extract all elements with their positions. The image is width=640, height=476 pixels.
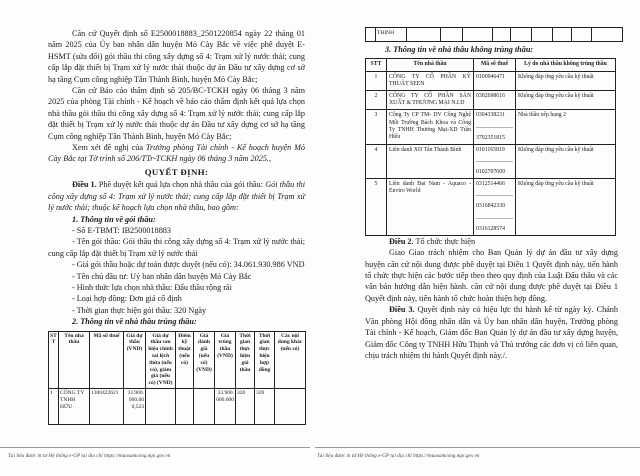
tax-id: 0101165819 xyxy=(476,146,505,153)
tax-id: 0302698616 xyxy=(476,93,505,100)
cell-noi-dung-khac-cont xyxy=(592,28,623,42)
cell-gia-du-thau: 33.900.000.000,523 xyxy=(124,388,146,424)
cell-stt-cont xyxy=(366,28,376,42)
article-1-text: Phê duyệt kết quả lựa chọn nhà thầu của gói thầu: xyxy=(96,180,266,190)
cell-ma-so-thue xyxy=(474,91,516,110)
page-2-footer-note: Tài liệu được in từ Hệ thống e-GP tại địa chỉ https://muasamcong.mpi.gov.vn xyxy=(317,454,480,459)
cell-thoi-gian-goi-thau: 320 xyxy=(236,388,255,424)
cell-ma-so-thue xyxy=(474,179,516,236)
article-2-body: Giao Giao trách nhiệm cho Ban Quản lý dự án đầu tư xây dựng huyện căn cứ nội dung được phê duyệt tại Điều 1 Quyết định này, tiến hành tổ chức thực hiện các bước tiếp theo theo quy định của Luật Đấu thầu và các văn bản hướng dẫn hiện hành. căn cứ nội dung được phê duyệt tại Điều 1 Quyết định này, tiến hành tổ chức hoàn thiện hợp đồng. xyxy=(365,248,618,303)
col-ten-nha-thau: Tên nhà thầu xyxy=(59,331,90,388)
document-page-2 xyxy=(313,0,640,476)
article-1-package-name: Gói thầu thi công xây dựng số 4: Trạm xử lý nước thải; cung cấp lắp đặt thiết bị Trạm xử lý nước thải; thuộc kế hoạch lựa chọn nhà thầu, bao gồm: xyxy=(48,180,306,213)
cell-stt: 4 xyxy=(366,144,387,178)
tax-id: 0102707609 xyxy=(476,161,513,176)
col-noi-dung-khac: Các nội dung khác (nếu có) xyxy=(275,331,306,388)
cell-thoi-gian-goi-thau-cont xyxy=(553,28,572,42)
page-1-content xyxy=(48,28,305,425)
winning-bidder-table-continuation xyxy=(365,27,623,42)
losing-table-row-1 xyxy=(366,71,616,90)
col-ly-do: Lý do nhà thầu không trúng thầu xyxy=(516,59,616,71)
tax-id: 0312514466 xyxy=(476,181,505,188)
cell-ly-do: Không đáp ứng yêu cầu kỹ thuật xyxy=(516,179,616,236)
col-ma-so-thue: Mã số thuế xyxy=(90,331,124,388)
losing-table-header-row xyxy=(366,59,616,71)
cell-ten-nha-thau-cont: THỊNH xyxy=(376,28,407,42)
page-1-footer-rule xyxy=(0,447,310,448)
decision-heading: QUYẾT ĐỊNH: xyxy=(144,166,209,177)
cell-thoi-gian-hop-dong: 320 xyxy=(255,388,275,424)
cell-ma-so-thue: 1300422621 xyxy=(90,388,124,424)
section-1-heading: 1. Thông tin về gói thầu: xyxy=(72,214,156,224)
losing-table-row-4 xyxy=(366,144,616,178)
cell-ten-nha-thau: Công Ty CP TM- DV Công Nghệ Môi Trường Bách Khoa và Công Ty TNHH Thương Mại-XD Trần Hiếu xyxy=(387,110,474,144)
package-info-item-etbmt: - Số E-TBMT: IB2500018883 xyxy=(72,225,171,235)
package-info-item-ten-goi-thau: - Tên gói thầu: Gói thầu thi công xây dựng số 4: Trạm xử lý nước thải; cung cấp lắp đặt thiết bị Trạm xử lý nước thải xyxy=(48,237,305,258)
col-gia-trung-thau: Giá trúng thầu (VND) xyxy=(215,331,236,388)
col-ma-so-thue: Mã số thuế xyxy=(474,59,516,71)
page-1-footer-note: Tài liệu được in từ Hệ thống e-GP tại địa chỉ https://muasamcong.mpi.gov.vn xyxy=(8,454,171,459)
continuation-row xyxy=(366,28,623,42)
cell-ten-nha-thau: Liên danh XD Tân Thành Bình xyxy=(387,144,474,178)
package-info-item-gia-goi-thau: - Giá gói thầu hoặc dự toán được duyệt (nếu có): 34.061.930.986 VND xyxy=(72,260,305,270)
cell-thoi-gian-hop-dong-cont xyxy=(572,28,592,42)
recital-paragraph-3 xyxy=(48,142,305,165)
package-info-item-hinh-thuc: - Hình thức lựa chọn nhà thầu: Đấu thầu rộng rãi xyxy=(72,282,232,292)
cell-ma-so-thue-cont xyxy=(407,28,441,42)
page-2-footer-rule xyxy=(315,447,640,448)
cell-ly-do: Nhà thầu xếp hạng 2 xyxy=(516,110,616,144)
cell-gia-sau-hieu-chinh xyxy=(146,388,176,424)
article-3-label: Điều 3. xyxy=(389,305,415,315)
cell-gia-danh-gia-cont xyxy=(511,28,532,42)
cell-ten-nha-thau: CÔNG TY TNHH HỮU xyxy=(59,388,90,424)
tax-id: 3702351815 xyxy=(476,127,513,142)
col-stt: STT xyxy=(366,59,387,71)
cell-stt: 1 xyxy=(366,71,387,90)
article-2-title: Tổ chức thực hiện xyxy=(413,236,476,246)
winning-bidder-table xyxy=(48,331,306,425)
recital-paragraph-2: Căn cứ Báo cáo thẩm định số 205/BC-TCKH ngày 06 tháng 3 năm 2025 của phòng Tài chính - Kế hoạch về báo cáo thẩm định kết quả lựa chọn nhà thầu gói thầu thi công xây dựng số 4: Trạm xử lý nước thải; cung cấp lắp đặt thiết bị Trạm xử lý nước thải thuộc dự án Đầu tư xây dựng cơ sở hạ tầng Cụm công nghiệp Tân Thành Bình, huyện Mỏ Cày Bắc; xyxy=(48,86,305,141)
cell-ten-nha-thau: Liên danh Đại Nam - Aquaco - Enviro World xyxy=(387,179,474,236)
article-1-paragraph xyxy=(48,179,305,213)
section-2-heading: 2. Thông tin về nhà thầu trúng thầu: xyxy=(72,317,197,327)
cell-ma-so-thue xyxy=(474,71,516,90)
col-ten-nha-thau: Tên nhà thầu xyxy=(387,59,474,71)
cell-ly-do: Không đáp ứng yêu cầu kỹ thuật xyxy=(516,71,616,90)
cell-ten-nha-thau: CÔNG TY CỔ PHẦN SẢN XUẤT & THƯƠNG MẠI N.I.D xyxy=(387,91,474,110)
cell-diem-ky-thuat xyxy=(176,388,194,424)
tax-id: 0100946471 xyxy=(476,73,505,80)
cell-diem-ky-thuat-cont xyxy=(493,28,511,42)
article-1-label: Điều 1. xyxy=(72,180,97,190)
tax-id: 0316128574 xyxy=(476,218,513,233)
recital-3-reference: Trưởng phòng Tài chính - Kế hoạch huyện Mỏ Cày Bắc tại Tờ trình số 206/TTr-TCKH ngày 06 tháng 3 năm 2025., xyxy=(48,143,305,164)
cell-stt: 3 xyxy=(366,110,387,144)
winning-table-row xyxy=(49,388,306,424)
losing-table-row-5 xyxy=(366,179,616,236)
cell-ly-do: Không đáp ứng yêu cầu kỹ thuật xyxy=(516,91,616,110)
tax-id: 0304338231 xyxy=(476,112,505,119)
cell-gia-danh-gia xyxy=(194,388,215,424)
tax-id: 0316842330 xyxy=(476,195,513,210)
cell-noi-dung-khac xyxy=(275,388,306,424)
section-3-heading: 3. Thông tin về nhà thầu không trúng thầu: xyxy=(385,45,534,54)
col-gia-du-thau: Giá dự thầu (VND) xyxy=(124,331,146,388)
col-diem-ky-thuat: Điểm kỹ thuật (nếu có) xyxy=(176,331,194,388)
cell-stt: 5 xyxy=(366,179,387,236)
article-2-heading xyxy=(365,236,618,247)
col-thoi-gian-goi-thau: Thời gian thực hiện gói thầu xyxy=(236,331,255,388)
article-3-body: Quyết định này có hiệu lực thi hành kể từ ngày ký. Chánh Văn phòng Hội đồng nhân dân và Ủy ban nhân dân huyện, Trưởng phòng Tài chính - Kế hoạch, Giám đốc Ban Quản lý dự án đầu tư xây dựng huyện, Giám đốc Công ty TNHH Hữu Thịnh và Thủ trưởng các đơn vị có liên quan, chịu trách nhiệm thi hành Quyết định này./. xyxy=(365,305,618,360)
recital-paragraph-1: Căn cứ Quyết định số E2500018883_2501220854 ngày 22 tháng 01 năm 2025 của Ủy ban nhân dân huyện Mỏ Cày Bắc về việc phê duyệt E-HSMT (sửa đổi) gói thầu thi công xây dựng số 4: Trạm xử lý nước thải; cung cấp lắp đặt thiết bị Trạm xử lý nước thải thuộc dự án Đầu tư xây dựng cơ sở hạ tầng Cụm công nghiệp Tân Thành Bình, huyện Mỏ Cày Bắc; xyxy=(48,29,305,84)
col-gia-sau-hieu-chinh: Giá dự thầu sau hiệu chỉnh sai lệch thừa (nếu có), giảm giá (nếu có) (VND) xyxy=(146,331,176,388)
col-gia-danh-gia: Giá đánh giá (nếu có) (VND) xyxy=(194,331,215,388)
cell-ten-nha-thau: CÔNG TY CỔ PHẦN KỸ THUẬT SEEN xyxy=(387,71,474,90)
losing-table-row-2 xyxy=(366,91,616,110)
article-2-label: Điều 2. xyxy=(389,236,414,246)
cell-gia-trung-thau-cont xyxy=(532,28,553,42)
recital-3-lead: Xem xét đề nghị của xyxy=(72,143,146,153)
cell-stt: 2 xyxy=(366,91,387,110)
package-info-item-thoi-gian: - Thời gian thực hiện gói thầu: 320 Ngày xyxy=(72,305,207,315)
article-3-paragraph xyxy=(365,304,618,361)
cell-ma-so-thue xyxy=(474,110,516,144)
cell-ma-so-thue xyxy=(474,144,516,178)
cell-stt: 1 xyxy=(49,388,59,424)
cell-gia-du-thau-cont xyxy=(441,28,463,42)
losing-table-row-3 xyxy=(366,110,616,144)
col-stt: STT xyxy=(49,331,59,388)
page-2-content xyxy=(365,27,618,361)
cell-gia-trung-thau: 33.900.000.000 xyxy=(215,388,236,424)
cell-ly-do: Không đáp ứng yêu cầu kỹ thuật xyxy=(516,144,616,178)
winning-table-header-row xyxy=(49,331,306,388)
losing-bidder-table xyxy=(365,58,616,235)
document-page-1 xyxy=(0,0,313,476)
package-info-item-chu-dau-tu: - Tên chủ đầu tư: Uỷ ban nhân dân huyện Mỏ Cày Bắc xyxy=(72,271,252,281)
package-info-item-loai-hop-dong: - Loại hợp đồng: Đơn giá cố định xyxy=(72,294,182,304)
cell-gia-sau-hieu-chinh-cont xyxy=(463,28,493,42)
col-thoi-gian-hop-dong: Thời gian thực hiện hợp đồng xyxy=(255,331,275,388)
